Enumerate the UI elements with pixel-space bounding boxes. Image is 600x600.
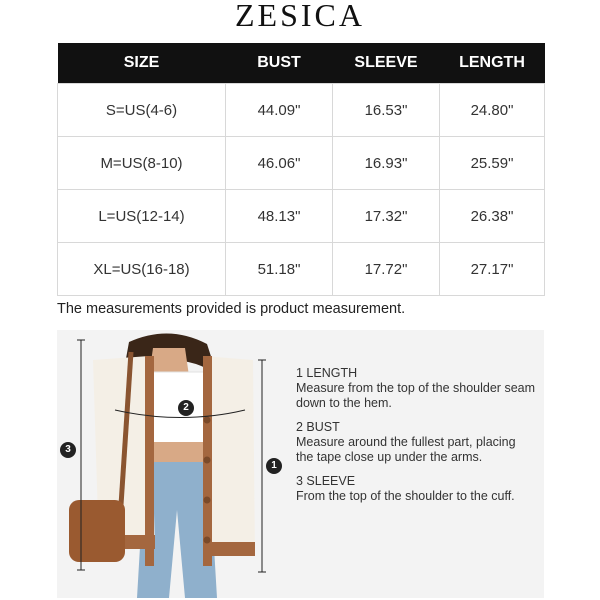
cell-size: M=US(8-10) [58,137,226,190]
brand-logo: ZESICA [235,0,365,33]
cell-length: 25.59" [440,137,545,190]
table-row [58,190,545,243]
bust-marker: 2 [178,400,194,416]
cell-bust: 46.06" [226,137,333,190]
table-row [58,84,545,137]
model-illustration [57,330,282,598]
cell-size: XL=US(16-18) [58,243,226,296]
size-chart-table [57,43,545,296]
table-header-row [58,43,545,84]
cell-length: 24.80" [440,84,545,137]
instruction-text: From the top of the shoulder to the cuff. [296,489,515,503]
header-bust: BUST [226,43,333,84]
instruction-bust [296,420,536,465]
measurement-instructions [296,366,536,513]
cell-bust: 48.13" [226,190,333,243]
cell-sleeve: 17.72" [333,243,440,296]
sleeve-marker: 3 [60,442,76,458]
cell-length: 27.17" [440,243,545,296]
header-sleeve: SLEEVE [333,43,440,84]
cell-sleeve: 16.93" [333,137,440,190]
cell-bust: 44.09" [226,84,333,137]
instruction-title: 3 SLEEVE [296,474,356,488]
instruction-title: 2 BUST [296,420,340,434]
cell-sleeve: 16.53" [333,84,440,137]
cell-bust: 51.18" [226,243,333,296]
cell-sleeve: 17.32" [333,190,440,243]
cell-size: L=US(12-14) [58,190,226,243]
cell-size: S=US(4-6) [58,84,226,137]
instruction-text: Measure from the top of the shoulder seam down to the hem. [296,381,536,410]
instruction-sleeve [296,474,536,504]
instruction-title: 1 LENGTH [296,366,358,380]
instruction-length [296,366,536,411]
header-size: SIZE [58,43,226,84]
table-row [58,243,545,296]
measurement-note: The measurements provided is product measurement. [57,301,406,317]
length-marker: 1 [266,458,282,474]
table-row [58,137,545,190]
instruction-text: Measure around the fullest part, placing the tape close up under the arms. [296,435,516,464]
header-length: LENGTH [440,43,545,84]
cell-length: 26.38" [440,190,545,243]
